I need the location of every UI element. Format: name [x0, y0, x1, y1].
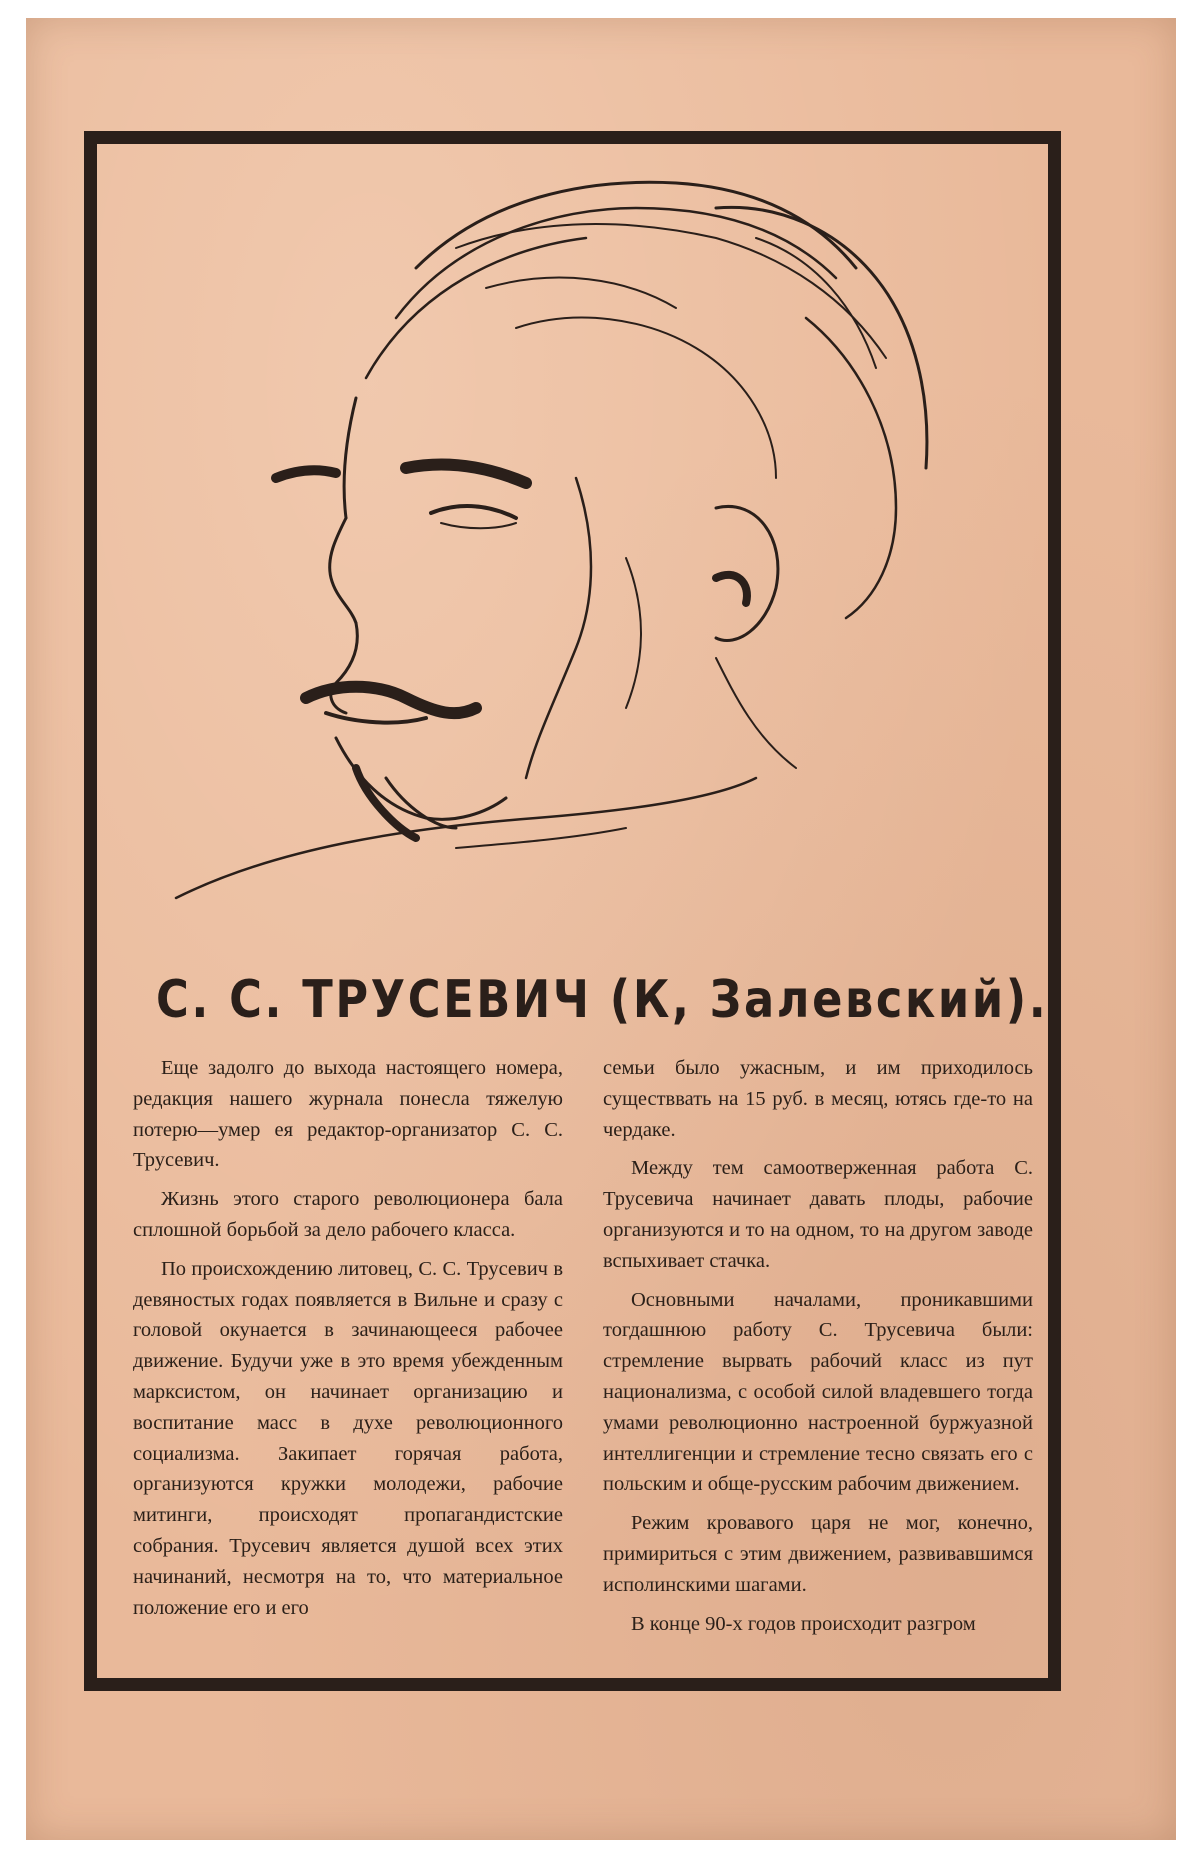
paper-sheet: [26, 18, 1176, 1840]
paragraph: семьи было ужасным, и им приходилось существвать на 15 руб. в месяц, ютясь где-то на чердаке.: [603, 1057, 1033, 1141]
paragraph: В конце 90-х годов происходит разгром: [631, 1612, 976, 1635]
paragraph: По происхождению литовец, С. С. Трусевич в девяностых годах появляется в Вильне и сразу с головой окунается в зачинающееся рабочее движение. Будучи уже в это время убежденным марксистом, он начинает организацию и воспитание масс в духе революционного социализма. Закипает горячая работа, организуются кружки молодежи, рабочие митинги, происходят пропагандистские собрания. Трусевич является душой всех этих начинаний, несмотря на то, что материальное положение его и его: [133, 1257, 563, 1619]
article-column-right: [603, 1053, 1033, 1647]
paragraph: Еще задолго до выхода настоящего номера, редакция нашего журнала понесла тяжелую потерю—умер ея редактор-организатор С. С. Трусевич.: [133, 1057, 563, 1172]
article-column-left: [133, 1053, 563, 1631]
portrait-sketch: [156, 178, 976, 938]
article-title: С. С. ТРУСЕВИЧ (К, Залевский).: [156, 970, 1049, 1030]
paragraph: Режим кровавого царя не мог, конечно, примириться с этим движением, развивавшимся исполинскими шагами.: [603, 1512, 1033, 1596]
paragraph: Жизнь этого старого революционера бала сплошной борьбой за дело рабочего класса.: [133, 1188, 563, 1241]
paragraph: Основными началами, проникавшими тогдашнюю работу С. Трусевича были: стремление вырвать рабочий класс из пут национализма, с особой силой владевшего тогда умами революционно настроенной буржуазной интеллигенции и стремление тесно связать его с польским и обще-русским рабочим движением.: [603, 1288, 1033, 1496]
paragraph: Между тем самоотверженная работа С. Трусевича начинает давать плоды, рабочие организуются и то на одном, то на другом заводе вспыхивает стачка.: [603, 1157, 1033, 1272]
